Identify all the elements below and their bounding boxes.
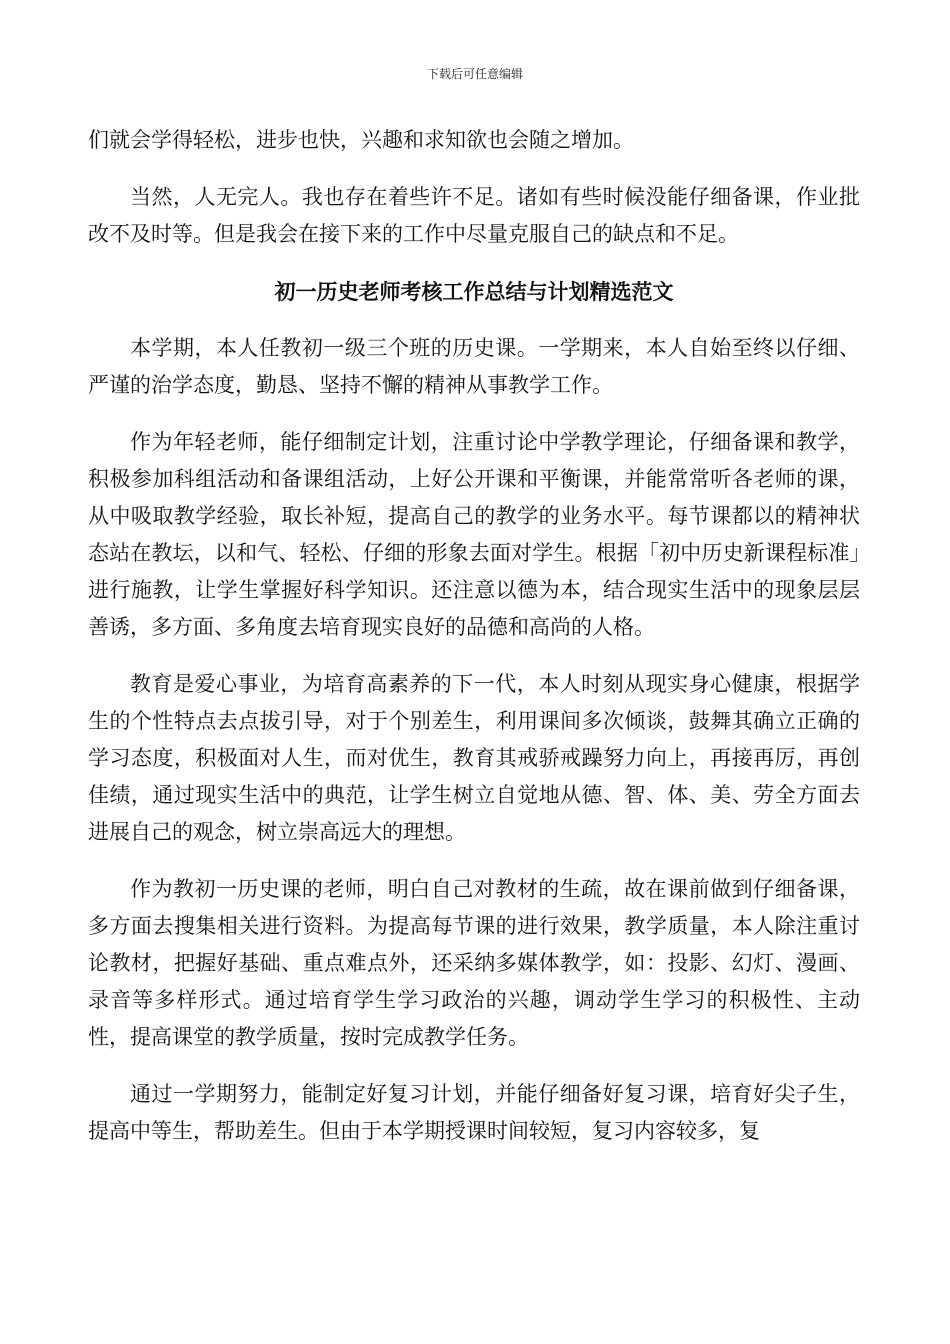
paragraph-gap [88,253,860,273]
paragraph-gap [88,646,860,666]
paragraph-gap [88,159,860,179]
paragraph-review-plan: 通过一学期努力，能制定好复习计划，并能仔细备好复习课，培育好尖子生，提高中等生，帮助差生。但由于本学期授课时间较短，复习内容较多，复 [88,1082,860,1143]
paragraph-gap [88,404,860,424]
paragraph-gap [88,310,860,330]
paragraph-intro: 本学期，本人任教初一级三个班的历史课。一学期来，本人自始至终以仔细、严谨的治学态度，勤恳、坚持不懈的精神从事教学工作。 [88,336,860,397]
paragraph-shortcomings: 当然，人无完人。我也存在着些许不足。诸如有些时候没能仔细备课，作业批改不及时等。但是我会在接下来的工作中尽量克服自己的缺点和不足。 [88,185,860,246]
paragraph-continuation: 们就会学得轻松，进步也快，兴趣和求知欲也会随之增加。 [88,128,634,152]
paragraph-history-course: 作为教初一历史课的老师，明白自己对教材的生疏，故在课前做到仔细备课，多方面去搜集相关进行资料。为提高每节课的进行效果，教学质量，本人除注重讨论教材，把握好基础、重点难点外，还采纳多媒体教学，如：投影、幻灯、漫画、录音等多样形式。通过培育学生学习政治的兴趣，调动学生学习的积极性、主动性，提高课堂的教学质量，按时完成教学任务。 [88,877,860,1049]
paragraph-education: 教育是爱心事业，为培育高素养的下一代，本人时刻从现实身心健康，根据学生的个性特点去点拔引导，对于个别差生，利用课间多次倾谈，鼓舞其确立正确的学习态度，积极面对人生，而对优生，教育其戒骄戒躁努力向上，再接再厉，再创佳绩，通过现实生活中的典范，让学生树立自觉地从德、智、体、美、劳全方面去进展自己的观念，树立崇高远大的理想。 [88,672,860,844]
paragraph-teaching: 作为年轻老师，能仔细制定计划，注重讨论中学教学理论，仔细备课和教学，积极参加科组活动和备课组活动，上好公开课和平衡课，并能常常听各老师的课，从中吸取教学经验，取长补短，提高自己的教学的业务水平。每节课都以的精神状态站在教坛，以和气、轻松、仔细的形象去面对学生。根据「初中历史新课程标准」进行施教，让学生掌握好科学知识。还注意以德为本，结合现实生活中的现象层层善诱，多方面、多角度去培育现实良好的品德和高尚的人格。 [88,430,860,639]
paragraph-gap [88,1056,860,1076]
document-body [88,122,860,1150]
section-title: 初一历史老师考核工作总结与计划精选范文 [274,279,674,304]
paragraph-gap [88,851,860,871]
page-header: 下载后可任意编辑 [426,67,523,81]
